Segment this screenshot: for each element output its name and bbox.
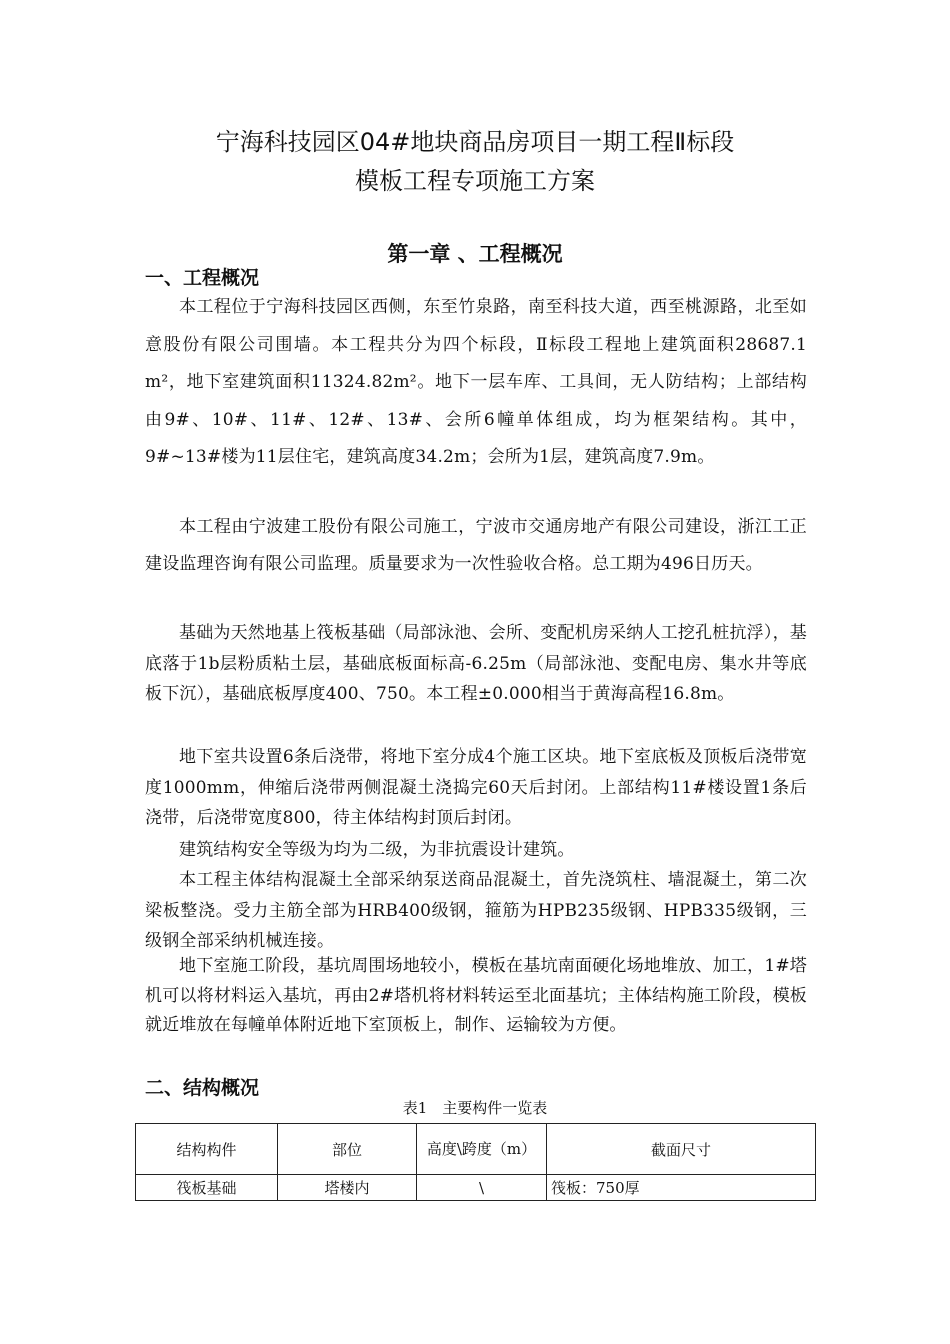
document-title-line1: 宁海科技园区04#地块商品房项目一期工程Ⅱ标段 (215, 128, 735, 156)
paragraph-location: 本工程位于宁海科技园区西侧，东至竹泉路，南至科技大道，西至桃源路，北至如意股份有限公司围墙。本工程共分为四个标段，Ⅱ标段工程地上建筑面积28687.1 m²，地下室建筑面积11324.82m²。地下一层车库、工具间，无人防结构；上部结构由9#、10#、11#、12#、13#、会所6幢单体组成，均为框架结构。其中，9#~13#楼为11层住宅，建筑高度34.2m；会所为1层，建筑高度7.9m。 (145, 297, 807, 467)
components-table (135, 1123, 816, 1201)
paragraph-concrete: 本工程主体结构混凝土全部采纳泵送商品混凝土，首先浇筑柱、墙混凝土，第二次梁板整浇。受力主筋全部为HRB400级钢，箍筋为HPB235级钢、HPB335级钢，三级钢全部采纳机械连接。 (145, 870, 807, 951)
table-header-cell: 高度\跨度（m） (417, 1124, 547, 1175)
paragraph-safety-grade: 建筑结构安全等级为均为二级，为非抗震设计建筑。 (179, 840, 575, 860)
table-row (136, 1175, 816, 1201)
paragraph-parties: 本工程由宁波建工股份有限公司施工，宁波市交通房地产有限公司建设，浙江工正建设监理咨询有限公司监理。质量要求为一次性验收合格。总工期为496日历天。 (145, 517, 807, 574)
table-header-cell: 截面尺寸 (547, 1124, 816, 1175)
chapter-heading: 第一章 、工程概况 (387, 242, 563, 266)
table-header-cell: 结构构件 (136, 1124, 278, 1175)
table-cell: \ (417, 1175, 547, 1201)
table-header-row (136, 1124, 816, 1175)
table-cell: 筏板基础 (136, 1175, 278, 1201)
paragraph-site: 地下室施工阶段，基坑周围场地较小，模板在基坑南面硬化场地堆放、加工，1#塔机可以将材料运入基坑，再由2#塔机将材料转运至北面基坑；主体结构施工阶段，模板就近堆放在每幢单体附近地下室顶板上，制作、运输较为方便。 (145, 956, 807, 1035)
paragraph-foundation: 基础为天然地基上筏板基础（局部泳池、会所、变配机房采纳人工挖孔桩抗浮），基底落于1b层粉质粘土层，基础底板面标高-6.25m（局部泳池、变配电房、集水井等底板下沉），基础底板厚度400、750。本工程±0.000相当于黄海高程16.8m。 (145, 623, 807, 704)
document-title-line2: 模板工程专项施工方案 (355, 167, 595, 195)
table-caption: 表1 主要构件一览表 (402, 1099, 548, 1117)
section-heading-overview: 一、工程概况 (145, 267, 260, 289)
table-cell: 塔楼内 (278, 1175, 417, 1201)
table-header-cell: 部位 (278, 1124, 417, 1175)
table-cell: 筏板：750厚 (547, 1175, 816, 1201)
section-heading-structure: 二、结构概况 (145, 1077, 260, 1099)
paragraph-post-cast-strips: 地下室共设置6条后浇带，将地下室分成4个施工区块。地下室底板及顶板后浇带宽度1000mm，伸缩后浇带两侧混凝土浇捣完60天后封闭。上部结构11#楼设置1条后浇带，后浇带宽度800，待主体结构封顶后封闭。 (145, 747, 807, 828)
